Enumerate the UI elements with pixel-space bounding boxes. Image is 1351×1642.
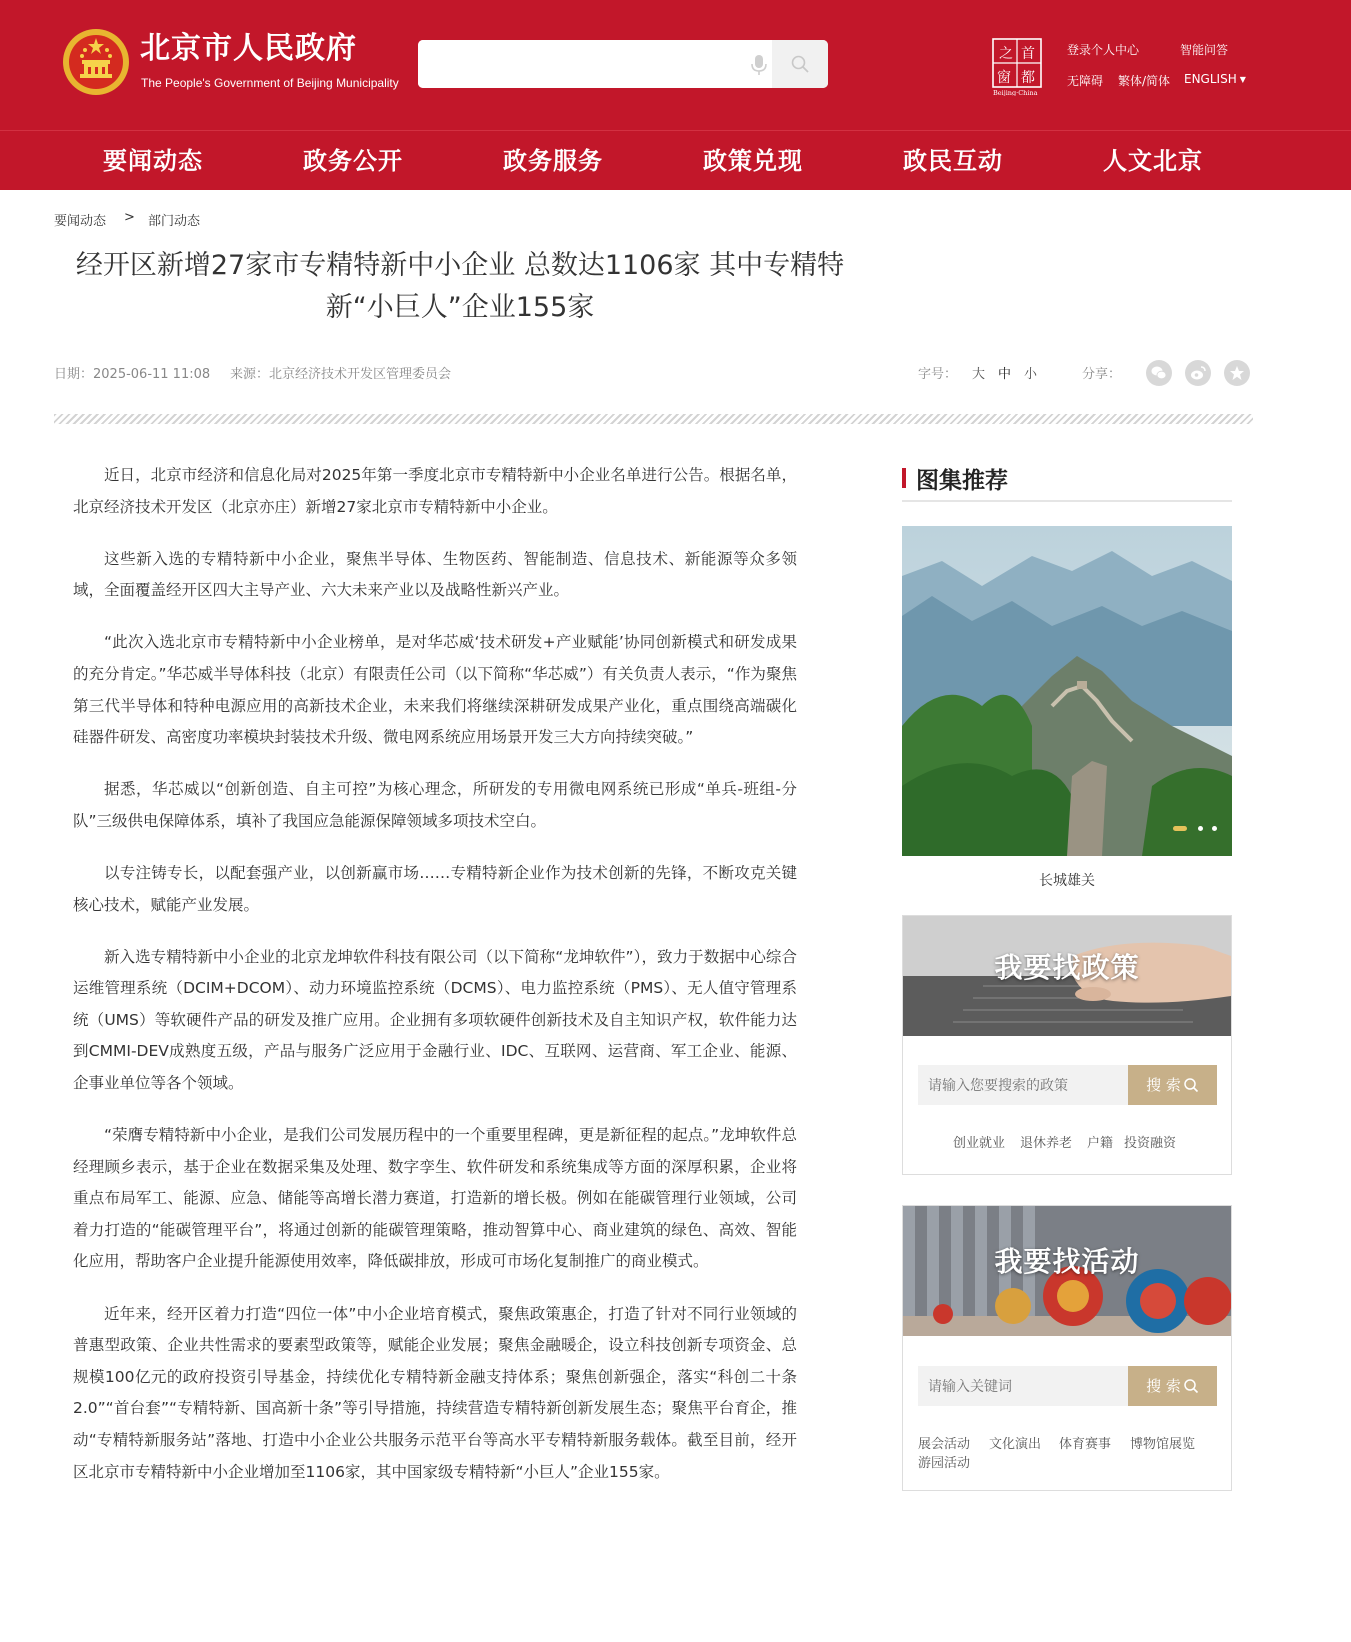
breadcrumb-separator: >: [124, 210, 135, 225]
activity-banner-title: 我要找活动: [994, 1245, 1140, 1278]
article-paragraph: 这些新入选的专精特新中小企业，聚焦半导体、生物医药、智能制造、信息技术、新能源等众多领域，全面覆盖经开区四大主导产业、六大未来产业以及战略性新兴产业。: [73, 549, 797, 600]
carousel-dot[interactable]: [1212, 826, 1217, 831]
svg-text:Beijing·China: Beijing·China: [993, 89, 1038, 96]
article-title-line-2: 新“小巨人”企业155家: [325, 292, 595, 323]
share-label: 分享：: [1082, 367, 1122, 382]
gallery-section-header: [902, 460, 1232, 502]
policy-search-box: [902, 915, 1232, 1175]
policy-tag[interactable]: 创业就业: [953, 1136, 1006, 1151]
carousel-dot[interactable]: [1198, 826, 1203, 831]
breadcrumb-home[interactable]: 要闻动态: [54, 214, 107, 229]
gallery-title: 图集推荐: [916, 468, 1008, 494]
search-icon: [790, 54, 810, 74]
activity-search-input[interactable]: [918, 1366, 1128, 1406]
policy-banner-title: 我要找政策: [994, 951, 1140, 984]
article-title-line-1: 经开区新增27家市专精特新中小企业 总数达1106家 其中专精特: [75, 250, 845, 281]
policy-search-input[interactable]: [918, 1065, 1128, 1105]
activity-search-box: [902, 1205, 1232, 1491]
nav-item-interaction[interactable]: 政民互动: [903, 147, 1003, 175]
svg-text:首: 首: [1021, 46, 1035, 62]
capital-window-logo[interactable]: [992, 38, 1044, 96]
font-size-label: 字号：: [918, 367, 958, 382]
search-button[interactable]: [772, 40, 828, 88]
main-nav: [0, 130, 1351, 190]
article-paragraph: 新入选专精特新中小企业的北京龙坤软件科技有限公司（以下简称“龙坤软件”），致力于数据中心综合运维管理系统（DCIM+DCOM）、动力环境监控系统（DCMS）、电力监控系统（PMS）、无人值守管理系统（UMS）等软硬件产品的研发及推广应用。企业拥有多项软硬件创新技术及自主知识产权，软件能力达到CMMI-DEV成熟度五级，产品与服务广泛应用于金融行业、IDC、互联网、运营商、军工企业、能源、企事业单位等各个领域。: [73, 947, 797, 1092]
site-header: [0, 0, 1351, 130]
font-size-small-button[interactable]: 小: [1024, 367, 1038, 382]
activity-tag[interactable]: 博物馆展览: [1130, 1437, 1196, 1452]
accessibility-link[interactable]: 无障碍: [1067, 74, 1104, 88]
policy-tag[interactable]: 户籍: [1087, 1136, 1114, 1151]
traditional-simplified-link[interactable]: 繁体/简体: [1118, 74, 1171, 88]
article-paragraph: 以专注铸专长，以配套强产业，以创新赢市场……专精特新企业作为技术创新的先锋，不断攻克关键核心技术，赋能产业发展。: [73, 863, 797, 914]
search-icon: [1183, 1378, 1199, 1394]
site-title[interactable]: 北京市人民政府: [140, 31, 357, 66]
site-search: [418, 40, 828, 88]
english-link[interactable]: ENGLISH ▼: [1184, 72, 1246, 86]
svg-text:都: 都: [1021, 70, 1035, 86]
article-body: [73, 460, 797, 1509]
smart-qa-link[interactable]: 智能问答: [1180, 43, 1229, 57]
gallery-caption[interactable]: 长城雄关: [1039, 873, 1095, 889]
gallery-image-great-wall[interactable]: [902, 526, 1232, 856]
font-size-medium-button[interactable]: 中: [998, 367, 1012, 382]
carousel-dot-active[interactable]: [1173, 826, 1187, 831]
breadcrumb-current[interactable]: 部门动态: [148, 214, 201, 229]
search-icon: [1183, 1077, 1199, 1093]
nav-item-gov-affairs[interactable]: 政务公开: [303, 147, 403, 175]
chevron-down-icon: ▼: [1239, 75, 1246, 84]
policy-tag[interactable]: 投资融资: [1124, 1136, 1177, 1151]
nav-item-news[interactable]: 要闻动态: [103, 147, 203, 175]
section-marker: [902, 468, 906, 488]
policy-search-button[interactable]: 搜 索: [1128, 1065, 1217, 1105]
article-paragraph: 据悉，华芯威以“创新创造、自主可控”为核心理念，所研发的专用微电网系统已形成“单兵-班组-分队”三级供电保障体系，填补了我国应急能源保障领域多项技术空白。: [73, 780, 797, 830]
article-title: [60, 245, 860, 329]
activity-search-button[interactable]: 搜 索: [1128, 1366, 1217, 1406]
font-size-large-button[interactable]: 大: [972, 367, 986, 382]
login-link[interactable]: 登录个人中心: [1067, 43, 1140, 57]
divider-stripe: [54, 414, 1253, 424]
nav-item-services[interactable]: 政务服务: [503, 147, 603, 175]
article-paragraph: “此次入选北京市专精特新中小企业榜单，是对华芯威‘技术研发+产业赋能’协同创新模式和研发成果的充分肯定。”华芯威半导体科技（北京）有限责任公司（以下简称“华芯威”）有关负责人表示，“作为聚焦第三代半导体和特种电源应用的高新技术企业，未来我们将继续深耕研发成果产业化，重点围绕高端碳化硅器件研发、高密度功率模块封装技术升级、微电网系统应用场景开发三大方向持续突破。”: [73, 633, 797, 747]
search-input[interactable]: [418, 40, 772, 88]
article-paragraph: “荣膺专精特新中小企业，是我们公司发展历程中的一个重要里程碑，更是新征程的起点。”龙坤软件总经理顾乡表示，基于企业在数据采集及处理、数字孪生、软件研发和系统集成等方面的深厚积累，企业将重点布局军工、能源、应急、储能等高增长潜力赛道，打造新的增长极。例如在能碳管理行业领域，公司着力打造的“能碳管理平台”，将通过创新的能碳管理策略，推动智算中心、商业建筑的绿色、高效、智能化应用，帮助客户企业提升能源使用效率，降低碳排放，形成可市场化复制推广的商业模式。: [73, 1126, 797, 1271]
article-paragraph: 近日，北京市经济和信息化局对2025年第一季度北京市专精特新中小企业名单进行公告。根据名单，北京经济技术开发区（北京亦庄）新增27家北京市专精特新中小企业。: [73, 466, 797, 516]
activity-tag[interactable]: 体育赛事: [1059, 1437, 1112, 1452]
site-subtitle: The People's Government of Beijing Municipality: [141, 76, 399, 90]
svg-text:窗: 窗: [997, 70, 1011, 86]
activity-tag[interactable]: 游园活动: [918, 1456, 971, 1471]
policy-tag[interactable]: 退休养老: [1020, 1136, 1073, 1151]
national-emblem-icon[interactable]: [62, 28, 130, 96]
article-date: 日期：2025-06-11 11:08: [54, 367, 211, 382]
nav-item-policy[interactable]: 政策兑现: [703, 147, 803, 175]
weibo-share-icon[interactable]: [1185, 360, 1211, 386]
favorite-share-icon[interactable]: [1224, 360, 1250, 386]
article-paragraph: 近年来，经开区着力打造“四位一体”中小企业培育模式，聚焦政策惠企，打造了针对不同行业领域的普惠型政策、企业共性需求的要素型政策等，赋能企业发展；聚焦金融暖企，设立科技创新专项资金、总规模100亿元的政府投资引导基金，持续优化专精特新金融支持体系；聚焦创新强企，落实“科创二十条2.0”“首台套”“专精特新、国高新十条”等引导措施，持续营造专精特新创新发展生态；聚焦平台育企，推动“专精特新服务站”落地、打造中小企业公共服务示范平台等高水平专精特新服务载体。截至目前，经开区北京市专精特新中小企业增加至1106家，其中国家级专精特新“小巨人”企业155家。: [73, 1304, 797, 1481]
microphone-icon[interactable]: [750, 54, 768, 76]
activity-tag[interactable]: 展会活动: [918, 1437, 971, 1452]
article-source: 来源：北京经济技术开发区管理委员会: [230, 367, 452, 382]
nav-item-culture[interactable]: 人文北京: [1103, 147, 1203, 175]
svg-text:之: 之: [999, 46, 1013, 62]
activity-tag[interactable]: 文化演出: [989, 1437, 1042, 1452]
wechat-share-icon[interactable]: [1146, 360, 1172, 386]
